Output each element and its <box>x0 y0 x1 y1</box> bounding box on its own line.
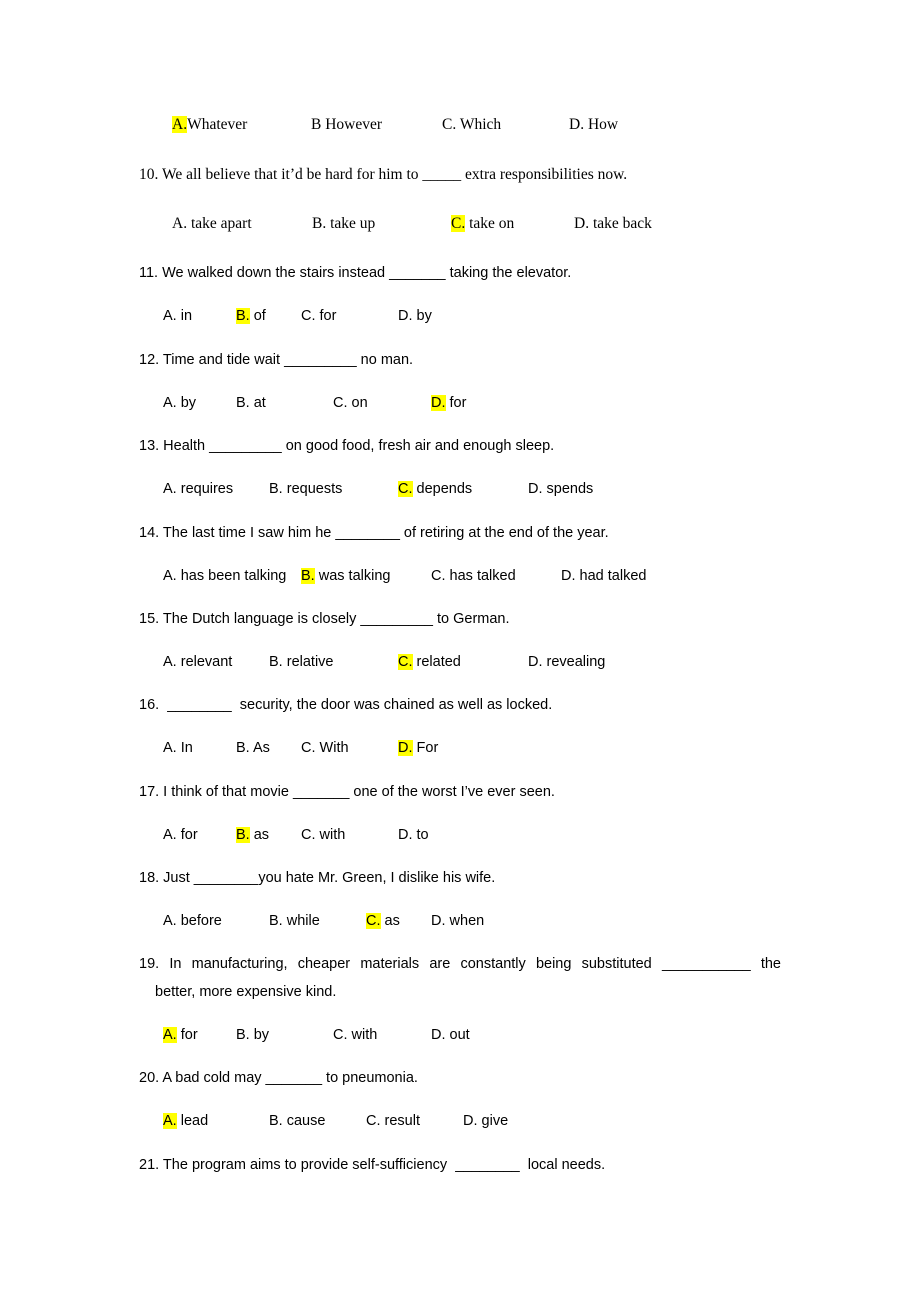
answer-highlight: B. <box>236 827 250 843</box>
q10-option-a: A. take apart <box>172 215 252 232</box>
q16-option-c: C. With <box>301 740 349 756</box>
answer-highlight: D. <box>431 395 446 411</box>
q15-option-b: B. relative <box>269 654 334 670</box>
q18-question: 18. Just ________you hate Mr. Green, I dislike his wife. <box>139 870 496 886</box>
q18-option-d: D. when <box>431 913 485 929</box>
q10-option-d: D. take back <box>574 215 652 232</box>
answer-highlight: D. <box>398 740 413 756</box>
answer-highlight: B. <box>236 308 250 324</box>
q15-question: 15. The Dutch language is closely _________ to German. <box>139 611 510 627</box>
q12-option-c: C. on <box>333 395 368 411</box>
q19-question-line2: better, more expensive kind. <box>155 984 337 1000</box>
q10-option-b: B. take up <box>312 215 376 232</box>
q14-question: 14. The last time I saw him he ________ of retiring at the end of the year. <box>139 525 609 541</box>
q12-option-b: B. at <box>236 395 266 411</box>
q10-option-c: C. take on <box>451 215 515 232</box>
q20-option-d: D. give <box>463 1113 509 1129</box>
q16-option-a: A. In <box>163 740 193 756</box>
q12-option-d: D. for <box>431 395 467 411</box>
q15-option-a: A. relevant <box>163 654 233 670</box>
q17-option-a: A. for <box>163 827 198 843</box>
q11-option-a: A. in <box>163 308 193 324</box>
q12-question: 12. Time and tide wait _________ no man. <box>139 352 414 368</box>
q19-option-a: A. for <box>163 1027 198 1043</box>
q19-option-b: B. by <box>236 1027 270 1043</box>
answer-highlight: A. <box>172 116 188 133</box>
q17-option-c: C. with <box>301 827 346 843</box>
answer-highlight: C. <box>451 215 466 232</box>
q9-option-a: A.Whatever <box>172 116 248 133</box>
q21-question: 21. The program aims to provide self-sufficiency ________ local needs. <box>139 1157 606 1173</box>
q17-question: 17. I think of that movie _______ one of the worst I’ve ever seen. <box>139 784 555 800</box>
q13-option-a: A. requires <box>163 481 234 497</box>
q16-question: 16. ________ security, the door was chained as well as locked. <box>139 697 553 713</box>
q17-option-b: B. as <box>236 827 270 843</box>
q19-option-c: C. with <box>333 1027 378 1043</box>
q13-option-b: B. requests <box>269 481 343 497</box>
answer-highlight: C. <box>398 481 413 497</box>
q18-option-b: B. while <box>269 913 320 929</box>
q14-option-c: C. has talked <box>431 568 516 584</box>
answer-highlight: A. <box>163 1027 177 1043</box>
q9-option-c: C. Which <box>442 116 502 133</box>
q14-option-a: A. has been talking <box>163 568 287 584</box>
q15-option-c: C. related <box>398 654 461 670</box>
answer-highlight: C. <box>398 654 413 670</box>
q11-question: 11. We walked down the stairs instead _______ taking the elevator. <box>139 265 572 281</box>
q13-option-c: C. depends <box>398 481 473 497</box>
q13-option-d: D. spends <box>528 481 594 497</box>
q20-option-a: A. lead <box>163 1113 209 1129</box>
q9-option-d: D. How <box>569 116 619 133</box>
q11-option-b: B. of <box>236 308 266 324</box>
q16-option-b: B. As <box>236 740 270 756</box>
answer-highlight: A. <box>163 1113 177 1129</box>
q15-option-d: D. revealing <box>528 654 606 670</box>
answer-highlight: C. <box>366 913 381 929</box>
q10-question: 10. We all believe that it’d be hard for him to _____ extra responsibilities now. <box>139 166 628 183</box>
answer-highlight: B. <box>301 568 315 584</box>
q17-option-d: D. to <box>398 827 429 843</box>
q16-option-d: D. For <box>398 740 439 756</box>
q18-option-a: A. before <box>163 913 222 929</box>
q9-option-b: B However <box>311 116 383 133</box>
q19-question-line1: 19. In manufacturing, cheaper materials are constantly being substituted ___________ the <box>139 956 781 972</box>
q20-option-c: C. result <box>366 1113 420 1129</box>
q19-option-d: D. out <box>431 1027 470 1043</box>
q11-option-d: D. by <box>398 308 432 324</box>
q12-option-a: A. by <box>163 395 197 411</box>
q20-option-b: B. cause <box>269 1113 326 1129</box>
q11-option-c: C. for <box>301 308 337 324</box>
q14-option-b: B. was talking <box>301 568 391 584</box>
q13-question: 13. Health _________ on good food, fresh air and enough sleep. <box>139 438 555 454</box>
q18-option-c: C. as <box>366 913 400 929</box>
q14-option-d: D. had talked <box>561 568 647 584</box>
q20-question: 20. A bad cold may _______ to pneumonia. <box>139 1070 418 1086</box>
